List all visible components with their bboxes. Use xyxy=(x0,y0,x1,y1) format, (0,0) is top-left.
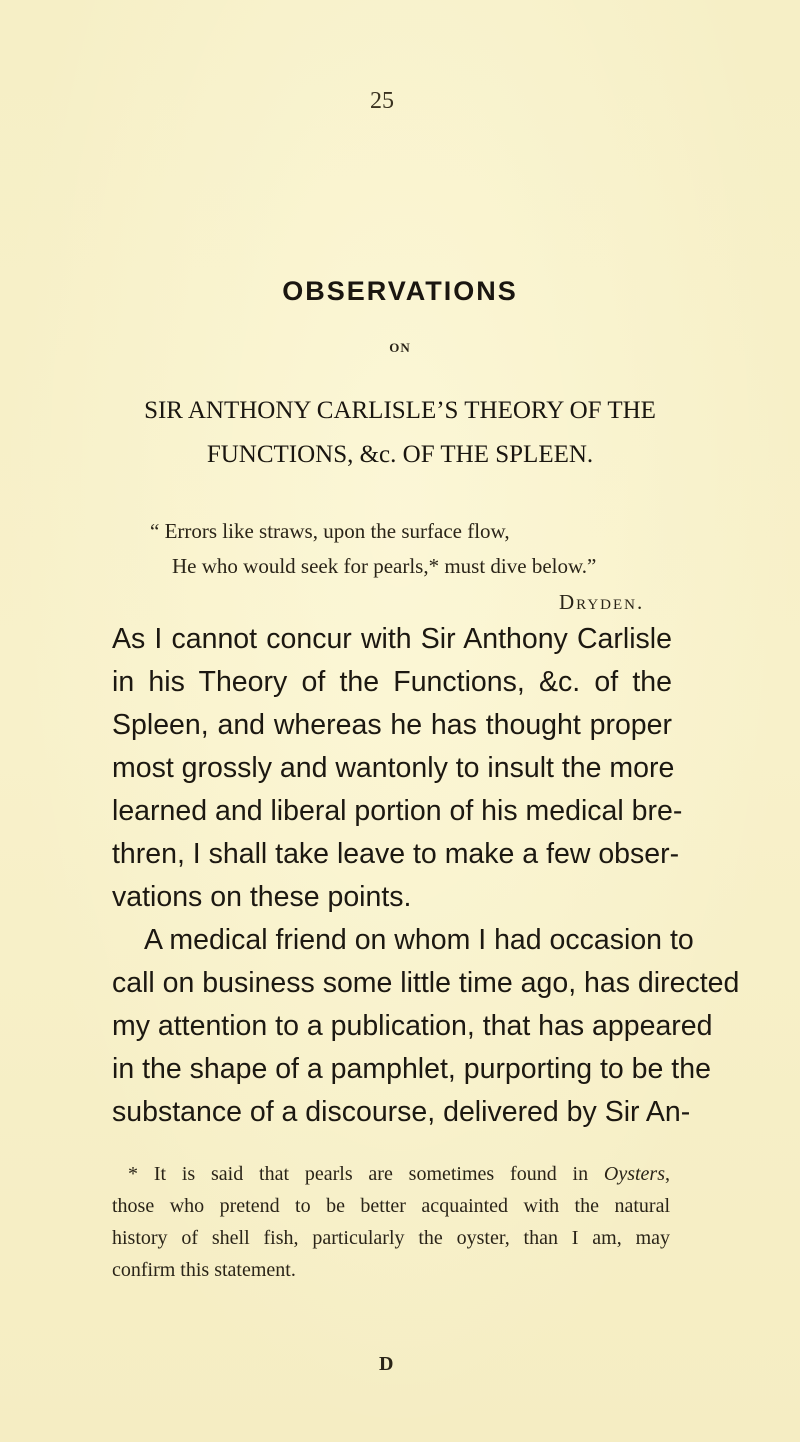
footnote-line: confirm this statement. xyxy=(112,1259,296,1281)
subtitle-line-2: FUNCTIONS, &c. OF THE SPLEEN. xyxy=(206,441,594,468)
epigraph-attribution: Dryden. xyxy=(559,590,645,614)
body-text-line: thren, I shall take leave to make a few obser- xyxy=(112,838,680,870)
body-text-line: most grossly and wantonly to insult the more xyxy=(112,752,675,784)
body-text-line: vations on these points. xyxy=(112,881,412,913)
chapter-title: OBSERVATIONS xyxy=(282,276,518,306)
body-text-line: in the shape of a pamphlet, purporting to be the xyxy=(112,1053,711,1085)
body-text-line: in his Theory of the Functions, &c. of the xyxy=(112,666,672,698)
body-text-line: substance of a discourse, delivered by Sir An- xyxy=(112,1096,691,1128)
footnote-line: those who pretend to be better acquainted with the natural xyxy=(112,1195,670,1217)
title-connector: ON xyxy=(389,340,411,355)
subtitle-line-1: SIR ANTHONY CARLISLE’S THEORY OF THE xyxy=(144,397,656,424)
body-text-line: A medical friend on whom I had occasion to xyxy=(144,924,694,956)
body-text-line: call on business some little time ago, has directed xyxy=(112,967,740,999)
footnote-line: history of shell fish, particularly the oyster, than I am, may xyxy=(112,1227,670,1249)
body-text-line: Spleen, and whereas he has thought proper xyxy=(112,709,672,741)
epigraph-line-1: “ Errors like straws, upon the surface flow, xyxy=(150,519,510,543)
body-text-line: my attention to a publication, that has appeared xyxy=(112,1010,713,1042)
body-text-line: As I cannot concur with Sir Anthony Carlisle xyxy=(112,623,672,655)
body-text-line: learned and liberal portion of his medical bre- xyxy=(112,795,683,827)
footnote-emphasis: Oysters xyxy=(603,1163,665,1185)
epigraph-line-2: He who would seek for pearls,* must dive below.” xyxy=(172,554,597,578)
footnote-line-1: * It is said that pearls are sometimes found in Oysters, xyxy=(128,1163,670,1185)
book-page: 25 OBSERVATIONS ON SIR ANTHONY CARLISLE’S THEORY OF THE FUNCTIONS, &c. OF THE SPLEEN. “ Errors like straws, upon the surface flow, He who would seek for pearls,* must dive below.” Dryden. As I cannot concur with Sir Anthony Carlisle in his Theory of the Functions, &c. of the Spleen, and whereas he has thought proper most grossly and wantonly to insult the more learned and liberal portion of his medical bre- thren, I shall take leave to make a few obser- vations on these points. A medical friend on whom I had occasion to call on business some little time ago, has directed my attention to a publication, that has appeared in the shape of a pamphlet, purporting to be the substance of a discourse, delivered by Sir An- * It is said that pearls are sometimes found in Oysters, those who pretend to be better acquainted with the natural history of shell fish, particularly the oyster, than I am, may confirm this statement. D xyxy=(0,0,800,1442)
signature-mark: D xyxy=(379,1353,394,1375)
